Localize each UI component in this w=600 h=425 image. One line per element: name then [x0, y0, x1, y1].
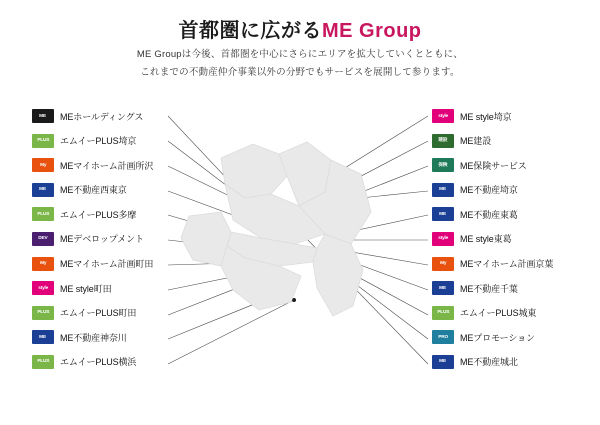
company-name-label: エムイーPLUS城東 — [460, 308, 537, 319]
company-list-item[interactable] — [432, 182, 600, 198]
company-logo-glyph: My — [439, 260, 447, 266]
company-logo-glyph: ME — [439, 186, 447, 193]
company-name-label: MEホールディングス — [60, 111, 144, 122]
company-name-label: ME不動産西東京 — [60, 185, 127, 196]
company-name-label: ME不動産神奈川 — [60, 332, 127, 343]
company-list-item[interactable] — [32, 182, 218, 198]
subtitle-line-1: ME Groupは今後、首都圏を中心にさらにエリアを拡大していくとともに、 — [136, 49, 464, 60]
company-logo-glyph: PLUS — [37, 358, 49, 365]
company-logo-glyph: ME — [39, 334, 47, 340]
company-logo-glyph: PLUS — [37, 137, 49, 143]
company-name-label: ME不動産城北 — [460, 357, 518, 368]
company-logo-icon — [32, 134, 54, 148]
company-logo-icon — [432, 257, 454, 271]
company-logo-glyph: My — [39, 260, 47, 266]
company-list-item[interactable] — [432, 231, 600, 247]
company-logo-icon — [432, 306, 454, 320]
company-name-label: ME不動産東葛 — [460, 209, 518, 220]
company-logo-icon — [32, 281, 54, 295]
company-list-item[interactable] — [32, 280, 218, 296]
page-title — [0, 14, 600, 43]
company-logo-glyph: PRO — [438, 334, 448, 340]
company-list-item[interactable] — [432, 329, 600, 345]
company-logo-glyph: DEV — [38, 235, 48, 242]
page-title-prefix: 首都圏に広がる — [178, 20, 322, 42]
company-logo-icon — [32, 232, 54, 246]
company-logo-icon — [432, 281, 454, 295]
company-list-item[interactable] — [432, 108, 600, 124]
company-list-item[interactable] — [432, 305, 600, 321]
company-logo-glyph: style — [38, 284, 48, 291]
company-name-label: エムイーPLUS埼京 — [60, 136, 137, 147]
company-logo-icon — [432, 232, 454, 246]
company-name-label: ME不動産埼京 — [460, 185, 518, 196]
company-logo-glyph: ME — [439, 358, 447, 365]
company-name-label: ME style東葛 — [460, 234, 512, 245]
company-list-item[interactable] — [32, 133, 218, 149]
company-name-label: ME style埼京 — [460, 111, 512, 122]
company-logo-glyph: PLUS — [37, 211, 49, 217]
company-list-item[interactable] — [432, 206, 600, 222]
company-logo-icon — [32, 306, 54, 320]
company-name-label: エムイーPLUS多摩 — [60, 209, 137, 220]
company-logo-icon — [432, 207, 454, 221]
subtitle-line-2: これまでの不動産仲介事業以外の分野でもサービスを展開して参ります。 — [140, 67, 460, 78]
company-logo-icon — [432, 158, 454, 172]
company-name-label: MEデベロップメント — [60, 234, 144, 245]
company-list-item[interactable] — [32, 354, 218, 370]
company-logo-icon — [32, 183, 54, 197]
company-list-item[interactable] — [32, 305, 218, 321]
company-logo-glyph: 保険 — [438, 161, 448, 168]
company-logo-icon — [32, 207, 54, 221]
company-list-item[interactable] — [32, 108, 218, 124]
company-logo-glyph: style — [438, 112, 448, 119]
company-list-item[interactable] — [432, 157, 600, 173]
map-shape-chiba — [313, 234, 363, 316]
company-name-label: エムイーPLUS町田 — [60, 308, 137, 319]
company-list-item[interactable] — [432, 280, 600, 296]
company-list-item[interactable] — [32, 231, 218, 247]
company-list-item[interactable] — [32, 329, 218, 345]
company-list-item[interactable] — [32, 256, 218, 272]
right-label-column — [432, 108, 600, 379]
company-logo-icon — [432, 183, 454, 197]
company-list-item[interactable] — [432, 354, 600, 370]
company-name-label: ME保険サービス — [460, 160, 527, 171]
company-logo-icon — [432, 134, 454, 148]
company-logo-glyph: My — [39, 161, 47, 168]
company-name-label: ME不動産千葉 — [460, 283, 518, 294]
company-name-label: MEマイホーム計画京葉 — [460, 259, 554, 270]
company-logo-icon — [432, 330, 454, 344]
company-logo-icon — [32, 330, 54, 344]
company-logo-icon — [32, 257, 54, 271]
company-logo-glyph: PLUS — [37, 309, 49, 316]
company-logo-glyph: style — [438, 235, 448, 242]
company-logo-icon — [32, 158, 54, 172]
company-list-item[interactable] — [32, 157, 218, 173]
company-name-label: MEマイホーム計画所沢 — [60, 160, 154, 171]
company-logo-icon — [432, 109, 454, 123]
company-logo-glyph: PLUS — [437, 309, 449, 316]
company-logo-glyph: ME — [439, 284, 447, 291]
company-list-item[interactable] — [432, 256, 600, 272]
company-logo-icon — [432, 355, 454, 369]
company-name-label: ME建設 — [460, 136, 492, 147]
company-logo-glyph: ME — [439, 211, 447, 217]
company-logo-glyph: 建設 — [438, 137, 448, 143]
company-name-label: MEマイホーム計画町田 — [60, 259, 154, 270]
left-label-column — [32, 108, 218, 379]
company-list-item[interactable] — [32, 206, 218, 222]
company-name-label: エムイーPLUS横浜 — [60, 357, 137, 368]
company-logo-icon — [32, 109, 54, 123]
company-name-label: ME style町田 — [60, 283, 112, 294]
company-name-label: MEプロモーション — [460, 332, 535, 343]
company-logo-icon — [32, 355, 54, 369]
page-title-accent: ME Group — [321, 20, 422, 42]
company-logo-glyph: ME — [39, 112, 47, 119]
company-logo-glyph: ME — [39, 186, 47, 193]
company-list-item[interactable] — [432, 133, 600, 149]
